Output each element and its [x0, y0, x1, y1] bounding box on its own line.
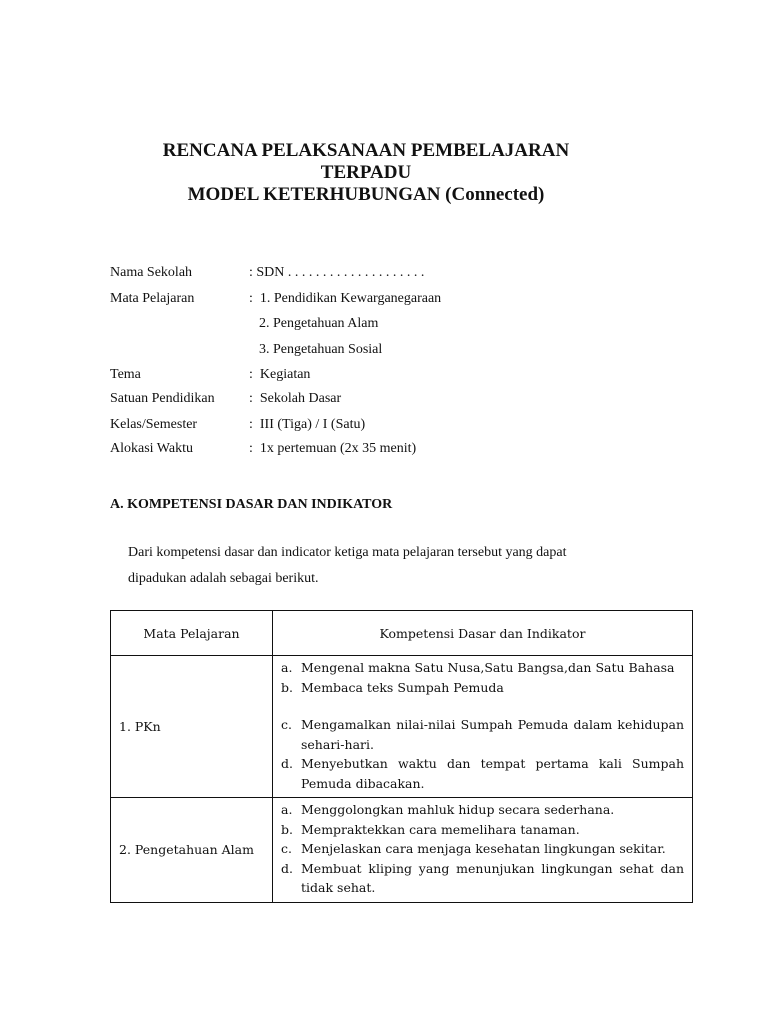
value-nama-sekolah: : SDN . . . . . . . . . . . . . . . . . . . . — [249, 265, 425, 280]
kd-text: Mengamalkan nilai-nilai Sumpah Pemuda dalam kehidupan sehari-hari. — [301, 717, 684, 752]
kd-text: Membaca teks Sumpah Pemuda — [301, 679, 504, 695]
value-tema: : Kegiatan — [249, 367, 311, 382]
table-row — [111, 656, 693, 798]
kd-text: Membuat kliping yang menunjukan lingkungan sehat dan tidak sehat. — [301, 860, 684, 895]
label-satuan-pendidikan: Satuan Pendidikan — [110, 391, 215, 406]
section-heading-a: A. KOMPETENSI DASAR DAN INDIKATOR — [110, 497, 393, 512]
kd-item — [281, 859, 684, 898]
kd-cell — [273, 798, 693, 903]
kd-letter: d. — [281, 860, 293, 876]
doc-title-line-2: TERPADU — [320, 162, 412, 183]
label-kelas-semester: Kelas/Semester — [110, 417, 198, 432]
value-mata-pelajaran-2: 2. Pengetahuan Alam — [259, 316, 379, 331]
kd-item — [281, 839, 684, 859]
value-satuan-pendidikan: : Sekolah Dasar — [249, 391, 342, 406]
value-alokasi-waktu: : 1x pertemuan (2x 35 menit) — [249, 441, 417, 456]
kd-letter: c. — [281, 717, 292, 732]
kd-text: Mengenal makna Satu Nusa,Satu Bangsa,dan Satu Bahasa — [301, 660, 675, 675]
table-header-row — [111, 611, 693, 656]
header-mata-pelajaran: Mata Pelajaran — [111, 611, 273, 656]
doc-title-line-3: MODEL KETERHUBUNGAN (Connected) — [187, 184, 545, 205]
label-alokasi-waktu: Alokasi Waktu — [110, 441, 193, 456]
label-tema: Tema — [110, 367, 141, 382]
kd-item — [281, 800, 684, 820]
kd-letter: a. — [281, 660, 293, 675]
kd-item — [281, 678, 684, 698]
kd-item — [281, 715, 684, 754]
kd-text: Menggolongkan mahluk hidup secara sederhana. — [301, 802, 615, 817]
label-mata-pelajaran: Mata Pelajaran — [110, 291, 195, 306]
doc-title-line-1: RENCANA PELAKSANAAN PEMBELAJARAN — [162, 140, 570, 161]
kd-letter: d. — [281, 756, 293, 771]
value-mata-pelajaran: : 1. Pendidikan Kewarganegaraan — [249, 291, 442, 306]
section-a-paragraph-line-1: Dari kompetensi dasar dan indicator ketiga mata pelajaran tersebut yang dapat — [128, 545, 567, 560]
table-row — [111, 798, 693, 903]
kd-text: Mempraktekkan cara memelihara tanaman. — [301, 821, 580, 837]
section-a-paragraph-line-2: dipadukan adalah sebagai berikut. — [128, 571, 319, 586]
kd-letter: c. — [281, 841, 292, 856]
kd-letter: a. — [281, 802, 293, 817]
subject-cell: 1. PKn — [111, 656, 273, 798]
kd-item — [281, 754, 684, 793]
kd-item — [281, 820, 684, 840]
kompetensi-table — [110, 610, 693, 903]
kd-letter: b. — [281, 679, 293, 695]
kd-text: Menjelaskan cara menjaga kesehatan lingkungan sekitar. — [301, 841, 666, 856]
kd-item — [281, 658, 684, 678]
subject-cell: 2. Pengetahuan Alam — [111, 798, 273, 903]
kd-letter: b. — [281, 821, 293, 837]
kd-text: Menyebutkan waktu dan tempat pertama kali Sumpah Pemuda dibacakan. — [301, 756, 684, 791]
kd-cell — [273, 656, 693, 798]
value-mata-pelajaran-3: 3. Pengetahuan Sosial — [259, 342, 383, 357]
label-nama-sekolah: Nama Sekolah — [110, 265, 193, 280]
header-kompetensi: Kompetensi Dasar dan Indikator — [273, 611, 693, 656]
value-kelas-semester: : III (Tiga) / I (Satu) — [249, 417, 366, 432]
